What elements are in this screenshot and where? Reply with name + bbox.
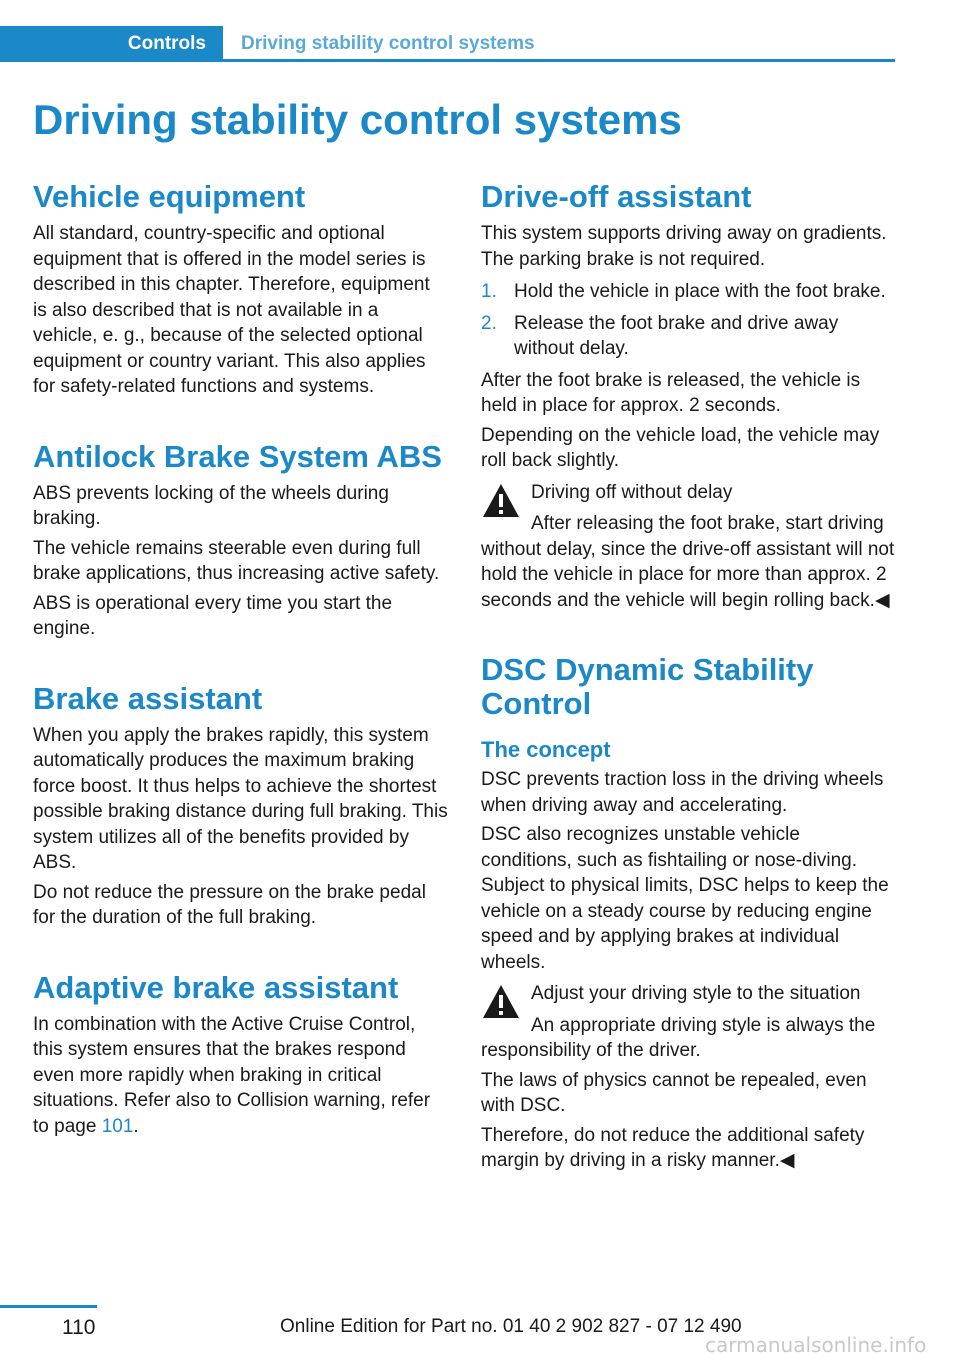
dsc-paragraph-4: Therefore, do not reduce the additional safety margin by driving in a risky manner.◀: [481, 1124, 865, 1171]
step-text: Hold the vehicle in place with the foot brake.: [514, 281, 886, 302]
page-link[interactable]: 101: [101, 1115, 134, 1137]
step-number: 2.: [481, 312, 497, 334]
dsc-paragraph-1: DSC prevents traction loss in the driving wheels when driving away and accelerating.: [481, 769, 884, 816]
breadcrumb[interactable]: Driving stability control systems: [241, 33, 535, 54]
chapter-tab[interactable]: Controls: [0, 26, 223, 62]
adaptive-text-end: .: [133, 1115, 139, 1137]
warning-text: An appropriate driving style is always the responsibility of the driver.: [481, 1014, 876, 1061]
dsc-heading: DSC Dynamic Stability Control: [481, 652, 814, 721]
header-rule: [223, 59, 895, 62]
page-number: 110: [62, 1316, 96, 1339]
step-text: Release the foot brake and drive away without delay.: [514, 312, 839, 359]
drive-off-warning: [481, 480, 896, 614]
vehicle-equipment-heading: Vehicle equipment: [33, 179, 306, 214]
brake-assistant-heading: Brake assistant: [33, 680, 263, 716]
dsc-warning: [481, 981, 896, 1064]
abs-heading: Antilock Brake System ABS: [33, 438, 442, 474]
list-item: [481, 311, 896, 362]
step-number: 1.: [481, 281, 497, 302]
warning-title: Adjust your driving style to the situation: [531, 983, 861, 1004]
dsc-paragraph-2: DSC also recognizes unstable vehicle conditions, such as fishtailing or nose-diving. Subject to physical limits, DSC helps to keep the vehicle on a steady course by reducing engine speed and by applying brakes at individual wheels.: [481, 824, 889, 973]
page-title: Driving stability control systems: [33, 96, 682, 143]
adaptive-brake-assistant-text: [33, 1012, 448, 1140]
drive-off-steps: [481, 279, 896, 362]
list-item: [481, 279, 896, 305]
brake-assistant-paragraph-1: When you apply the brakes rapidly, this system automatically produces the maximum braking force boost. It thus helps to achieve the shortest possible braking distance during full braking. This system utilizes all of the benefits provided by ABS.: [33, 724, 448, 873]
warning-triangle-icon: [481, 482, 521, 520]
vehicle-equipment-text: All standard, country-specific and optional equipment that is offered in the model series is described in this chapter. Therefore, equipment is also described that is not available in a vehicle, e. g., because of the selected optional equipment or country variant. This also applies for safety-related functions and systems.: [33, 223, 430, 397]
left-column: [33, 180, 448, 1139]
page-header: [0, 26, 895, 62]
concept-subheading: The concept: [481, 737, 611, 762]
abs-paragraph-3: ABS is operational every time you start the engine.: [33, 592, 393, 639]
abs-paragraph-1: ABS prevents locking of the wheels during braking.: [33, 482, 389, 529]
dsc-paragraph-3: The laws of physics cannot be repealed, even with DSC.: [481, 1069, 867, 1116]
drive-off-paragraph-2: Depending on the vehicle load, the vehicle may roll back slightly.: [481, 424, 880, 471]
brake-assistant-paragraph-2: Do not reduce the pressure on the brake pedal for the duration of the full braking.: [33, 881, 426, 928]
drive-off-intro: This system supports driving away on gradients. The parking brake is not required.: [481, 223, 887, 270]
drive-off-heading: Drive-off assistant: [481, 179, 752, 214]
warning-title: Driving off without delay: [531, 481, 733, 503]
edition-text: Online Edition for Part no. 01 40 2 902 827 - 07 12 490: [280, 1316, 742, 1337]
watermark: carmanualsonline.info: [705, 1333, 927, 1357]
abs-paragraph-2: The vehicle remains steerable even during full brake applications, thus increasing active safety.: [33, 537, 440, 584]
footer-rule: [0, 1305, 97, 1308]
warning-text: After releasing the foot brake, start driving without delay, since the drive-off assistant will not hold the vehicle in place for more than approx. 2 seconds and the vehicle will begin rolling back.◀: [481, 513, 895, 611]
right-column: [481, 180, 896, 1174]
adaptive-brake-assistant-heading: Adaptive brake assistant: [33, 969, 399, 1005]
drive-off-paragraph-1: After the foot brake is released, the vehicle is held in place for approx. 2 seconds.: [481, 369, 861, 416]
adaptive-text-body: In combination with the Active Cruise Control, this system ensures that the brakes respond even more rapidly when braking in critical situations. Refer also to Collision warning, refer to page: [33, 1013, 431, 1137]
warning-triangle-icon: [481, 983, 521, 1021]
